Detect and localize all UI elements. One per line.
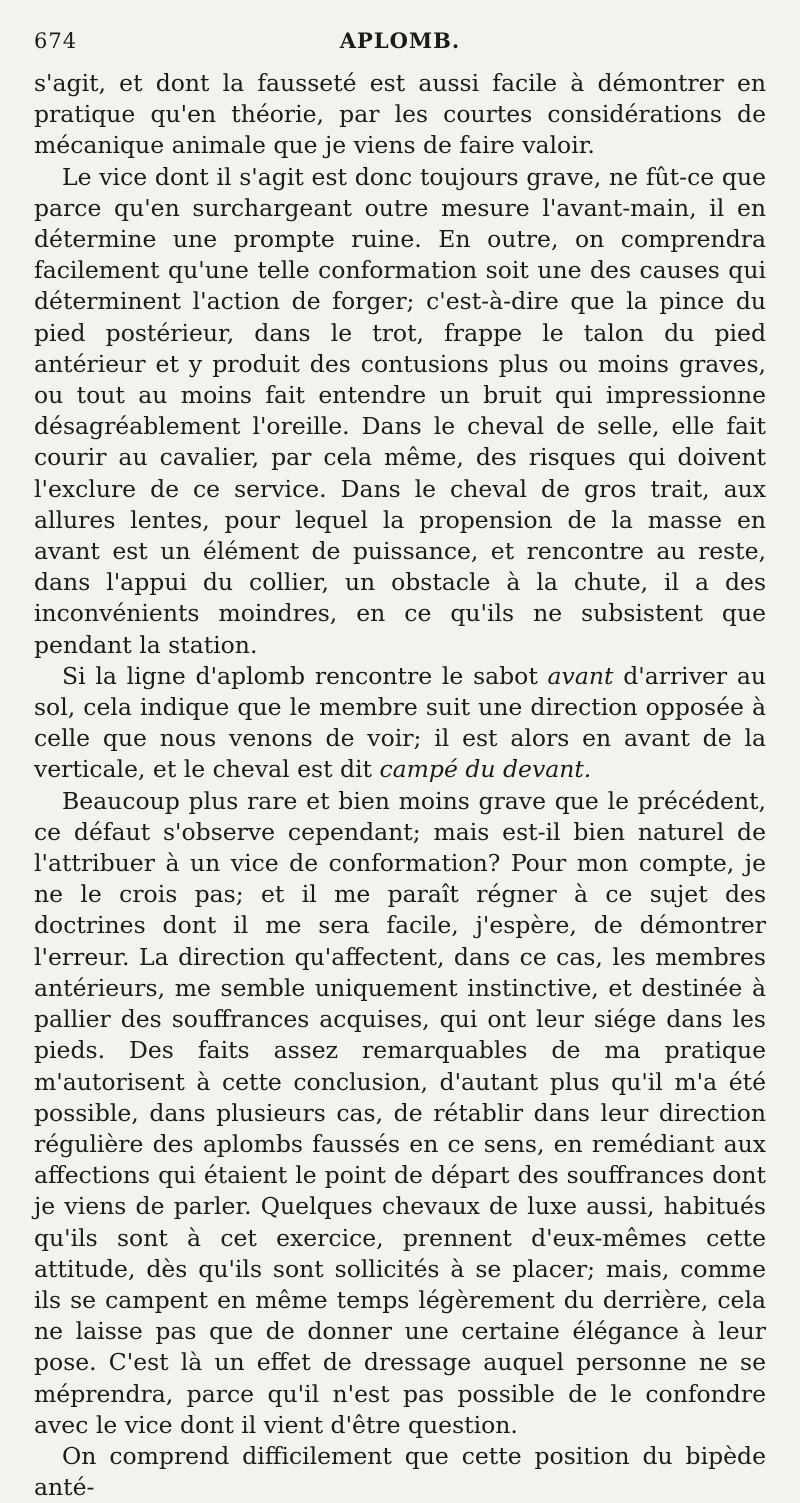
paragraph-3-emphasis-campe: campé du devant. — [379, 755, 592, 784]
paragraph-3-text-before: Si la ligne d'aplomb rencontre le sabot — [62, 661, 548, 690]
running-title: APLOMB. — [339, 28, 461, 53]
paragraph-3-emphasis-avant: avant — [547, 661, 614, 690]
body-text — [34, 68, 766, 1503]
paragraph-2: Le vice dont il s'agit est donc toujours grave, ne fût-ce que parce qu'en surchargeant outre mesure l'avant-main, il en détermine une prompte ruine. En outre, on comprendra facilement qu'une telle conformation soit une des causes qui déterminent l'action de forger; c'est-à-dire que la pince du pied postérieur, dans le trot, frappe le talon du pied antérieur et y produit des contusions plus ou moins graves, ou tout au moins fait entendre un bruit qui impressionne désagréablement l'oreille. Dans le cheval de selle, elle fait courir au cavalier, par cela même, des risques qui doivent l'exclure de ce service. Dans le cheval de gros trait, aux allures lentes, pour lequel la propension de la masse en avant est un élément de puissance, et rencontre au reste, dans l'appui du collier, un obstacle à la chute, il a des inconvénients moindres, en ce qu'ils ne subsistent que pendant la station. — [34, 162, 766, 659]
paragraph-1: s'agit, et dont la fausseté est aussi facile à démontrer en pratique qu'en théorie, par les courtes considérations de mécanique animale que je viens de faire valoir. — [34, 69, 766, 160]
paragraph-4: Beaucoup plus rare et bien moins grave que le précédent, ce défaut s'observe cependant; mais est-il bien naturel de l'attribuer à un vice de conformation? Pour mon compte, je ne le crois pas; et il me paraît régner à ce sujet des doctrines dont il me sera facile, j'espère, de démontrer l'erreur. La direction qu'affectent, dans ce cas, les membres antérieurs, me semble uniquement instinctive, et destinée à pallier des souffrances acquises, qui ont leur siége dans les pieds. Des faits assez remarquables de ma pratique m'autorisent à cette conclusion, d'autant plus qu'il m'a été possible, dans plusieurs cas, de rétablir dans leur direction régulière des aplombs faussés en ce sens, en remédiant aux affections qui étaient le point de départ des souffrances dont je viens de parler. Quelques chevaux de luxe aussi, habitués qu'ils sont à cet exercice, prennent d'eux-mêmes cette attitude, dès qu'ils sont sollicités à se placer; mais, comme ils se campent en même temps légèrement du derrière, cela ne laisse pas que de donner une certaine élégance à leur pose. C'est là un effet de dressage auquel personne ne se méprendra, parce qu'il n'est pas possible de le confondre avec le vice dont il vient d'être question. — [34, 786, 766, 1439]
paragraph-3 — [34, 661, 766, 786]
paragraph-3-text-middle: d'arriver au sol, cela indique que le membre suit une direction opposée à celle que nous venons de voir; il est alors en avant de la verticale, et le cheval est dit — [34, 661, 767, 784]
page-number: 674 — [34, 29, 78, 53]
page-header — [34, 28, 766, 68]
paragraph-5: On comprend difficilement que cette position du bipède anté- — [34, 1441, 766, 1502]
